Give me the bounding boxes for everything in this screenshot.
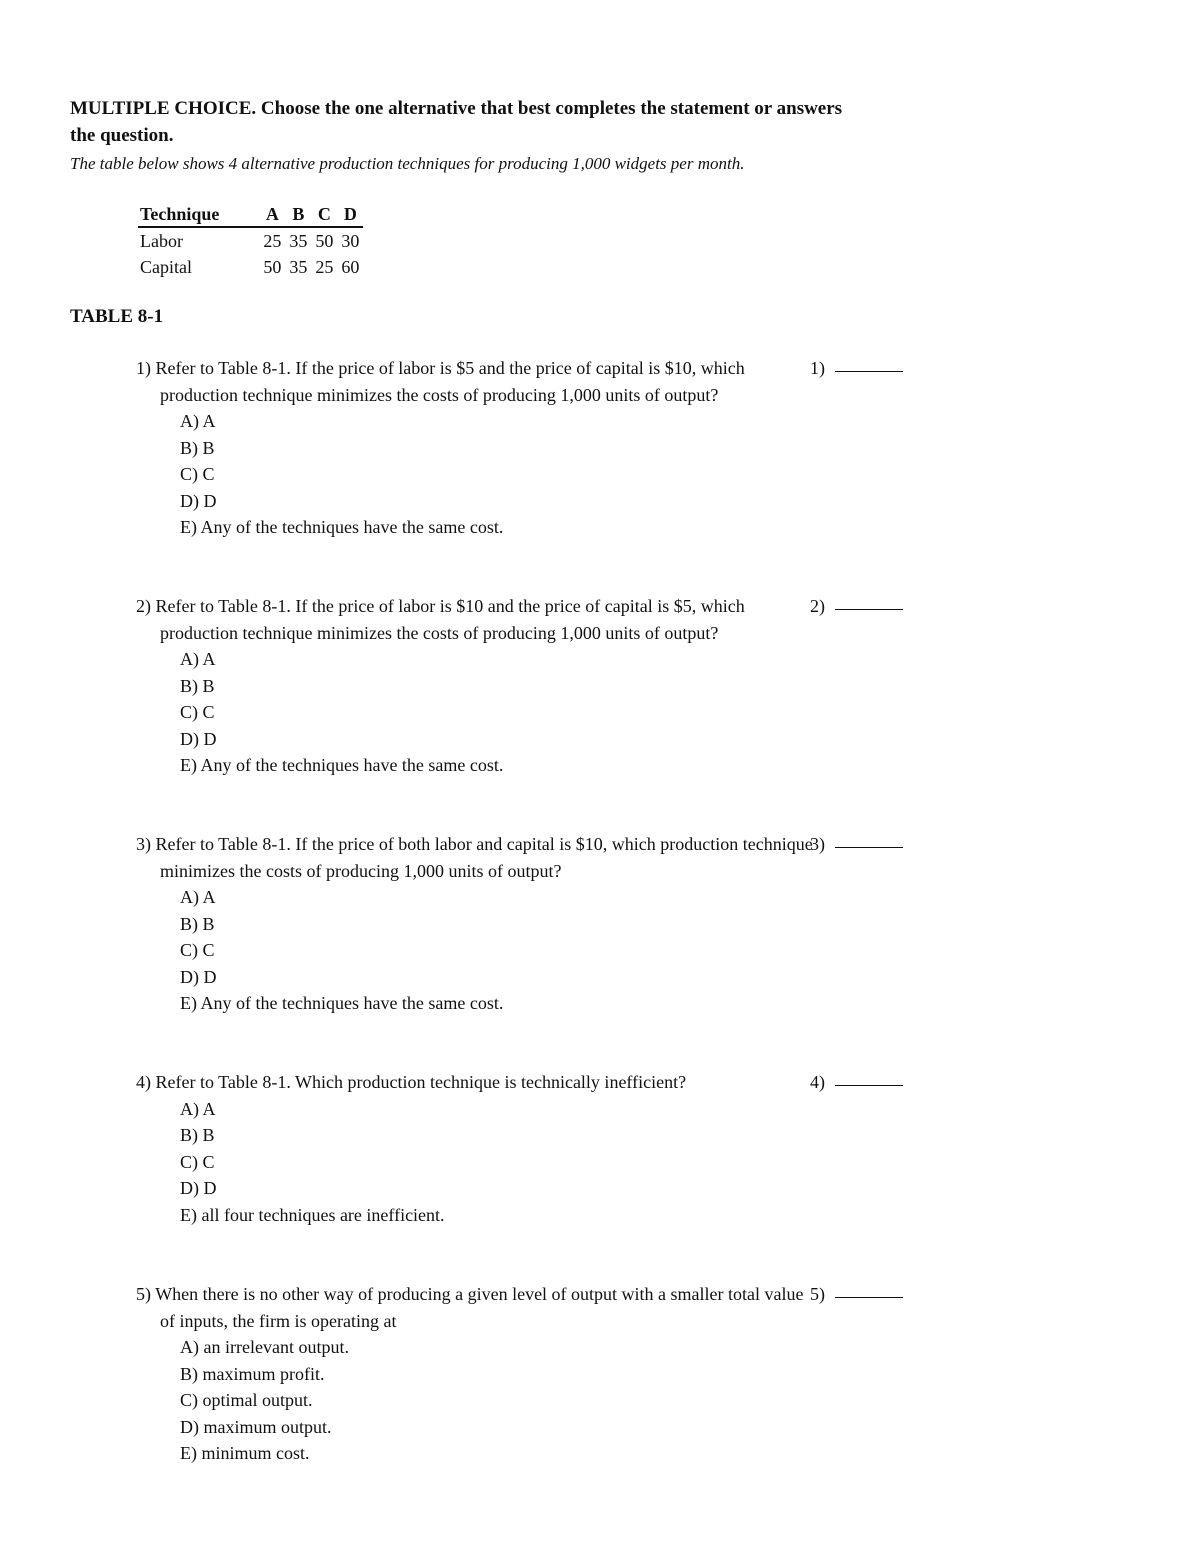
option-b[interactable]: B) B	[180, 437, 215, 458]
option-list	[180, 646, 816, 779]
option-c[interactable]: C) C	[180, 464, 215, 484]
option-list	[180, 408, 816, 541]
answer-number: 4)	[810, 1072, 825, 1092]
column-header-c: C	[311, 202, 337, 227]
question-text: When there is no other way of producing a given level of output with a smaller total value of inputs, the firm is operating at	[155, 1284, 804, 1331]
answer-blank-5[interactable]	[810, 1281, 903, 1308]
question-stem	[136, 1069, 816, 1096]
technique-table	[138, 202, 363, 280]
table-cell: 25	[315, 257, 334, 277]
answer-line[interactable]	[835, 1085, 903, 1086]
column-header-b: B	[285, 202, 311, 227]
option-a[interactable]: A) A	[180, 649, 216, 669]
option-e[interactable]: E) all four techniques are inefficient.	[180, 1204, 445, 1225]
row-label: Capital	[140, 257, 192, 277]
answer-line[interactable]	[835, 371, 903, 372]
option-list	[180, 1096, 816, 1229]
option-d[interactable]: D) D	[180, 1178, 217, 1198]
answer-blank-3[interactable]	[810, 831, 903, 858]
option-b[interactable]: B) B	[180, 1125, 215, 1145]
answer-blank-2[interactable]	[810, 593, 903, 620]
option-e[interactable]: E) Any of the techniques have the same cost.	[180, 755, 504, 775]
answer-number: 1)	[810, 358, 825, 378]
question-text: Refer to Table 8-1. Which production technique is technically inefficient?	[155, 1072, 687, 1092]
question-number: 3)	[136, 834, 151, 854]
option-a[interactable]: A) A	[180, 887, 216, 907]
instructions-line-1: MULTIPLE CHOICE. Choose the one alternative that best completes the statement or answers	[70, 98, 843, 119]
row-label: Labor	[140, 231, 183, 251]
option-a[interactable]: A) an irrelevant output.	[180, 1337, 349, 1357]
option-e[interactable]: E) Any of the techniques have the same cost.	[180, 993, 504, 1013]
option-b[interactable]: B) B	[180, 913, 215, 934]
column-header-a: A	[259, 202, 285, 227]
table-cell: 35	[289, 257, 308, 277]
answer-number: 5)	[810, 1284, 825, 1304]
answer-blank-1[interactable]	[810, 355, 903, 382]
column-header-d: D	[337, 202, 363, 227]
question-3	[136, 831, 816, 1017]
option-e[interactable]: E) Any of the techniques have the same cost.	[180, 517, 504, 537]
option-b[interactable]: B) maximum profit.	[180, 1363, 325, 1384]
question-number: 4)	[136, 1072, 151, 1092]
option-b[interactable]: B) B	[180, 675, 215, 696]
option-d[interactable]: D) D	[180, 728, 217, 749]
instructions-line-2: the question.	[70, 125, 174, 146]
option-list	[180, 884, 816, 1017]
question-text: Refer to Table 8-1. If the price of labor is $5 and the price of capital is $10, which production technique minimizes the costs of producing 1,000 units of output?	[155, 358, 745, 405]
question-stem	[136, 831, 816, 884]
question-1	[136, 355, 816, 541]
answer-line[interactable]	[835, 1297, 903, 1298]
table-intro: The table below shows 4 alternative production techniques for producing 1,000 widgets per month.	[70, 154, 745, 173]
table-cell: 30	[341, 231, 360, 251]
question-5	[136, 1281, 816, 1467]
table-cell: 35	[289, 231, 308, 251]
question-stem	[136, 1281, 816, 1334]
table-cell: 25	[263, 231, 282, 251]
option-a[interactable]: A) A	[180, 1098, 216, 1119]
answer-blank-4[interactable]	[810, 1069, 903, 1096]
question-text: Refer to Table 8-1. If the price of labor is $10 and the price of capital is $5, which production technique minimizes the costs of producing 1,000 units of output?	[155, 596, 745, 643]
question-4	[136, 1069, 816, 1228]
answer-number: 2)	[810, 596, 825, 616]
answer-number: 3)	[810, 834, 825, 854]
answer-line[interactable]	[835, 847, 903, 848]
option-e[interactable]: E) minimum cost.	[180, 1443, 310, 1463]
table-cell: 60	[341, 257, 360, 277]
option-c[interactable]: C) C	[180, 702, 215, 722]
option-c[interactable]: C) C	[180, 940, 215, 960]
question-number: 1)	[136, 358, 151, 378]
table-row-capital	[138, 254, 363, 280]
question-stem	[136, 593, 816, 646]
question-2	[136, 593, 816, 779]
table-label: TABLE 8-1	[70, 306, 164, 327]
table-cell: 50	[315, 231, 334, 251]
option-c[interactable]: C) C	[180, 1151, 215, 1172]
column-header-technique: Technique	[138, 202, 259, 227]
question-text: Refer to Table 8-1. If the price of both labor and capital is $10, which production technique minimizes the costs of producing 1,000 units of output?	[155, 834, 813, 881]
table-cell: 50	[263, 257, 282, 277]
table-header-row	[138, 202, 363, 227]
question-number: 2)	[136, 596, 151, 616]
question-number: 5)	[136, 1284, 151, 1304]
option-d[interactable]: D) D	[180, 966, 217, 987]
option-c[interactable]: C) optimal output.	[180, 1390, 313, 1410]
question-stem	[136, 355, 816, 408]
option-d[interactable]: D) maximum output.	[180, 1416, 332, 1437]
table-row-labor	[138, 227, 363, 254]
option-list	[180, 1334, 816, 1467]
answer-line[interactable]	[835, 609, 903, 610]
option-d[interactable]: D) D	[180, 490, 217, 511]
option-a[interactable]: A) A	[180, 411, 216, 431]
